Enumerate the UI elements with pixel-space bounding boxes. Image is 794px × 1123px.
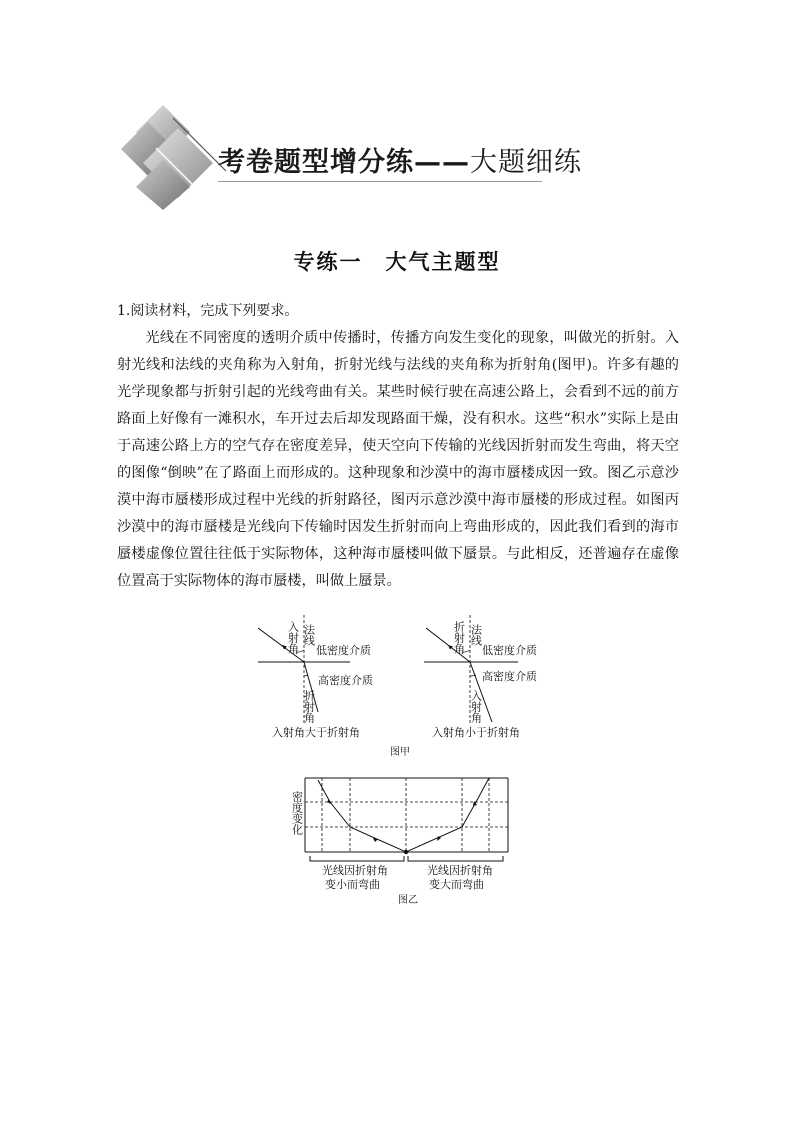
question-paragraph: 光线在不同密度的透明介质中传播时，传播方向发生变化的现象，叫做光的折射。入射光线和法线的夹角称为入射角，折射光线与法线的夹角称为折射角(图甲)。许多有趣的光学现象都与折射引起的光线弯曲有关。某些时候行驶在高速公路上，会看到不远的前方路面上好像有一滩积水，车开过去后却发现路面干燥，没有积水。这些“积水”实际上是由于高速公路上方的空气存在密度差异，使天空向下传输的光线因折射而发生弯曲，将天空的图像“倒映”在了路面上而形成的。这种现象和沙漠中的海市蜃楼成因一致。图乙示意沙漠中海市蜃楼形成过程中光线的折射路径，图丙示意沙漠中海市蜃楼的形成过程。如图丙沙漠中的海市蜃楼是光线向下传输时因发生折射而向上弯曲形成的，因此我们看到的海市蜃楼虚像位置往往低于实际物体，这种海市蜃楼叫做下蜃景。与此相反，还普遍存在虚像位置高于实际物体的海市蜃楼，叫做上蜃景。 (117, 330, 679, 589)
figure-jia-left (258, 615, 373, 739)
section-title: 专练一 大气主题型 (293, 250, 501, 274)
angle-label-bottom-right: 入射角 (469, 690, 483, 723)
question-intro: 1.阅读材料，完成下列要求。 (117, 303, 299, 319)
angle-label-top-right: 折射角 (452, 621, 466, 654)
bracket-left-line2: 变小而弯曲 (325, 878, 380, 891)
figure-yi (291, 778, 509, 906)
figure-jia-right (424, 615, 537, 739)
figure-yi-title: 图乙 (398, 895, 418, 906)
normal-label-left: 法线 (302, 624, 316, 646)
bracket-right-line2: 变大而弯曲 (429, 878, 484, 891)
bracket-right-line1: 光线因折射角 (427, 864, 493, 877)
low-density-label-left: 低密度介质 (316, 644, 371, 657)
high-density-label-left: 高密度介质 (318, 674, 373, 687)
angle-label-bottom-left: 折射角 (302, 690, 316, 723)
high-density-label-right: 高密度介质 (482, 670, 537, 683)
series-title-sub: 大题细练 (470, 147, 582, 178)
bracket-left-line1: 光线因折射角 (322, 864, 388, 877)
low-density-label-right: 低密度介质 (482, 644, 537, 657)
ray-bottom-point (404, 850, 408, 854)
caption-right: 入射角小于折射角 (432, 726, 520, 739)
angle-label-top-left: 入射角 (286, 621, 300, 654)
ray-path (318, 778, 489, 852)
caption-left: 入射角大于折射角 (272, 726, 360, 739)
normal-label-right: 法线 (469, 624, 483, 646)
figure-jia-title: 图甲 (390, 747, 410, 758)
series-title-main: 考卷题型增分练—— (218, 147, 470, 178)
y-axis-label: 密度变化 (290, 791, 304, 835)
